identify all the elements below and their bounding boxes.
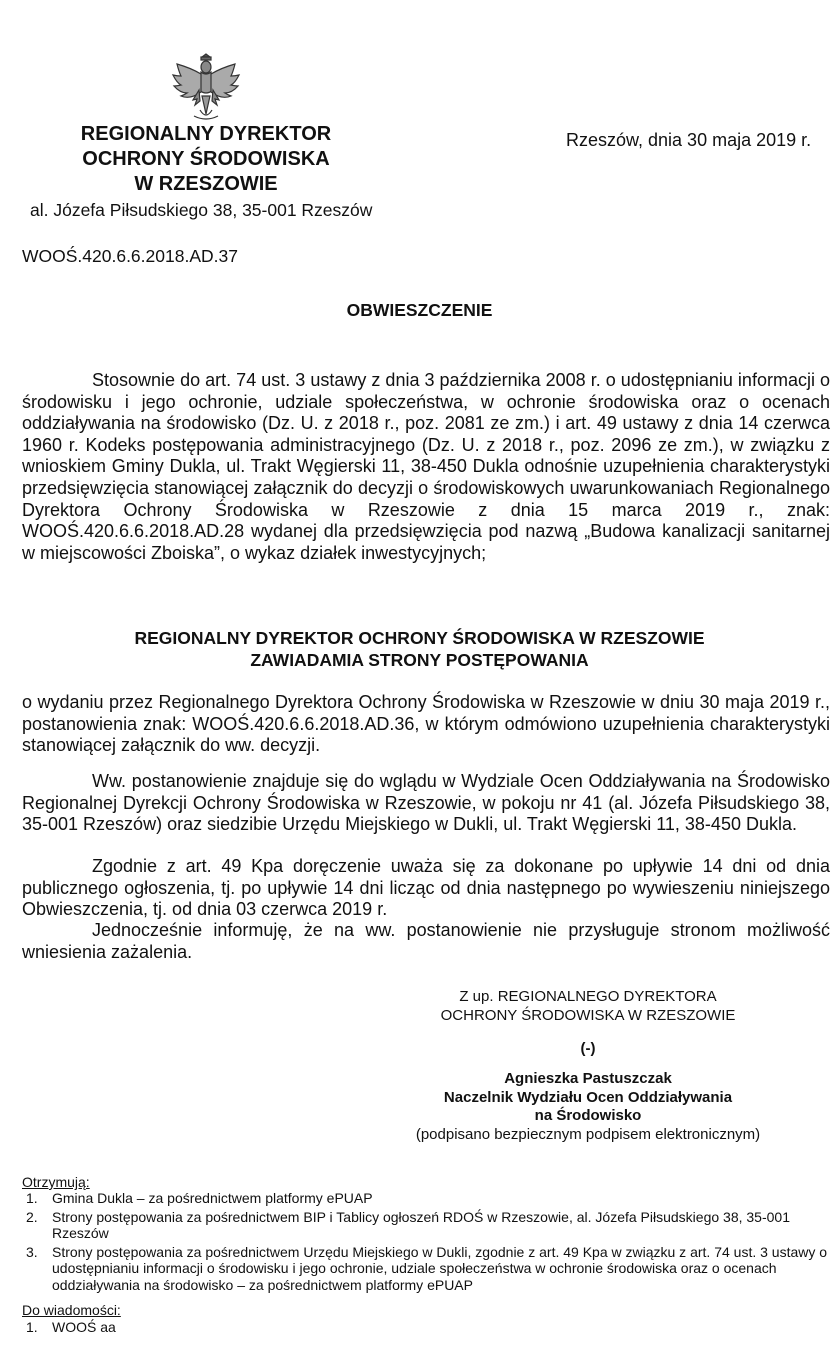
list-item-text: Gmina Dukla – za pośrednictwem platformy ePUAP <box>52 1190 373 1206</box>
authority-name <box>58 122 354 197</box>
eagle-emblem-icon <box>168 50 244 124</box>
list-item <box>22 1190 836 1207</box>
paragraph-inspection: Ww. postanowienie znajduje się do wglądu w Wydziale Ocen Oddziaływania na Środowisko Regionalnej Dyrekcji Ochrony Środowiska w Rzeszowie, w pokoju nr 41 (al. Józefa Piłsudskiego 38, 35-001 Rzeszów) oraz siedzibie Urzędu Miejskiego w Dukli, ul. Trakt Węgierski 11, 38-450 Dukla. <box>22 771 830 835</box>
list-item-number: 1. <box>26 1319 38 1335</box>
place-and-date: Rzeszów, dnia 30 maja 2019 r. <box>566 130 812 150</box>
list-item <box>22 1209 836 1242</box>
cc-list <box>22 1319 836 1338</box>
paragraph-delivery: Zgodnie z art. 49 Kpa doręczenie uważa się za dokonane po upływie 14 dni od dnia publicznego ogłoszenia, tj. po upływie 14 dni licząc od dnia następnego po wywieszeniu niniejszego Obwieszczenia, tj. od dnia 03 czerwca 2019 r. <box>22 856 830 920</box>
notice-heading <box>0 627 839 671</box>
signatory-position-line: Naczelnik Wydziału Ocen Oddziaływania <box>443 1088 733 1106</box>
authority-line: OCHRONY ŚRODOWISKA <box>82 148 330 170</box>
list-item-number: 2. <box>26 1208 38 1225</box>
list-item <box>22 1244 836 1294</box>
cc-label: Do wiadomości: <box>22 1302 121 1318</box>
recipients-list <box>22 1190 836 1295</box>
list-item-number: 3. <box>26 1243 38 1260</box>
list-item-text: WOOŚ aa <box>52 1319 116 1335</box>
list-item-text: Strony postępowania za pośrednictwem Urzędu Miejskiego w Dukli, zgodnie z art. 49 Kpa w związku z art. 74 ust. 3 ustawy o udostępnianiu informacji o środowisku i jego ochronie, udziale społeczeństwa w ochronie środowiska oraz o ocenach oddziaływania na środowisko – za pośrednictwem platformy ePUAP <box>52 1243 828 1293</box>
authority-line: W RZESZOWIE <box>134 173 278 195</box>
reference-number: WOOŚ.420.6.6.2018.AD.37 <box>22 246 238 266</box>
signature-on-behalf-line: OCHRONY ŚRODOWISKA W RZESZOWIE <box>440 1006 736 1024</box>
list-item <box>22 1319 836 1336</box>
signature-on-behalf <box>390 988 786 1025</box>
signatory-name: Agnieszka Pastuszczak <box>504 1070 672 1087</box>
paragraph-no-appeal: Jednocześnie informuję, że na ww. postanowienie nie przysługuje stronom możliwość wniesienia zażalenia. <box>22 920 830 962</box>
notice-heading-line: REGIONALNY DYREKTOR OCHRONY ŚRODOWISKA W RZESZOWIE <box>134 628 705 648</box>
signature-mark: (-) <box>580 1040 596 1057</box>
list-item-number: 1. <box>26 1190 38 1206</box>
paragraph-legal-basis: Stosownie do art. 74 ust. 3 ustawy z dnia 3 października 2008 r. o udostępnianiu informacji o środowisku i jego ochronie, udziale społeczeństwa, w ochronie środowiska oraz o ocenach oddziaływania na środowisko (Dz. U. z 2018 r., poz. 2081 ze zm.) i art. 49 ustawy z dnia 14 czerwca 1960 r. Kodeks postępowania administracyjnego (Dz. U. z 2018 r., poz. 2096 ze zm.), w związku z wnioskiem Gminy Dukla, ul. Trakt Węgierski 11, 38-450 Dukla odnośnie uzupełnienia charakterystyki przedsięwzięcia stanowiącej załącznik do decyzji o środowiskowych uwarunkowaniach Regionalnego Dyrektora Ochrony Środowiska w Rzeszowie z dnia 15 marca 2019 r., znak: WOOŚ.420.6.6.2018.AD.28 wydanej dla przedsięwzięcia pod nazwą „Budowa kanalizacji sanitarnej w miejscowości Zboiska”, o wykaz działek inwestycyjnych; <box>22 370 830 563</box>
authority-line: REGIONALNY DYREKTOR <box>80 123 332 145</box>
recipients-label: Otrzymują: <box>22 1174 90 1190</box>
document-title: OBWIESZCZENIE <box>346 300 493 320</box>
signature-on-behalf-line: Z up. REGIONALNEGO DYREKTORA <box>459 988 717 1005</box>
authority-address: al. Józefa Piłsudskiego 38, 35-001 Rzeszów <box>30 200 373 220</box>
signatory-position-line: na Środowisko <box>534 1107 642 1124</box>
signature-note: (podpisano bezpiecznym podpisem elektronicznym) <box>415 1125 761 1143</box>
paragraph-decision: o wydaniu przez Regionalnego Dyrektora Ochrony Środowiska w Rzeszowie w dniu 30 maja 2019 r., postanowienia znak: WOOŚ.420.6.6.2018.AD.36, w którym odmówiono uzupełnienia charakterystyki stanowiącej załącznik do ww. decyzji. <box>22 692 830 756</box>
notice-heading-line: ZAWIADAMIA STRONY POSTĘPOWANIA <box>250 650 589 670</box>
signatory <box>390 1070 786 1144</box>
list-item-text: Strony postępowania za pośrednictwem BIP i Tablicy ogłoszeń RDOŚ w Rzeszowie, al. Józefa Piłsudskiego 38, 35-001 Rzeszów <box>52 1208 790 1241</box>
